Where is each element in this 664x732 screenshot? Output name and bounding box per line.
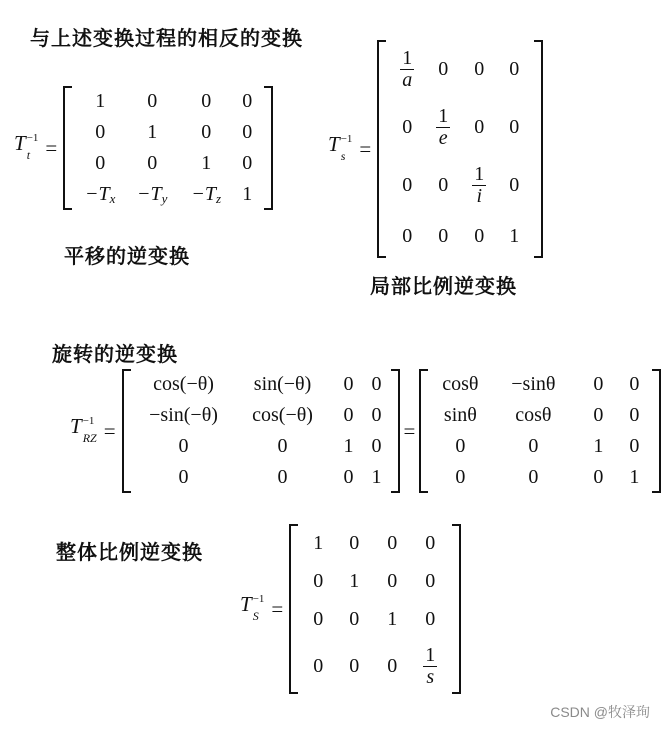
lhs-superscript: −1: [26, 132, 39, 144]
matrix-cell: [125, 179, 179, 210]
matrix-cell: 0: [178, 466, 189, 488]
matrix-cell: 0: [343, 466, 354, 488]
matrix-cell: cos(−θ): [153, 373, 214, 395]
translation-caption: 平移的逆变换: [64, 244, 190, 268]
matrix-cell: 0: [242, 121, 253, 143]
matrix-cell: 1: [387, 607, 398, 630]
matrix-cell: 0: [425, 607, 436, 630]
local-scale-caption: 局部比例逆变换: [370, 274, 517, 298]
matrix-cell: 1: [313, 531, 324, 554]
negated-term: −T: [85, 183, 110, 205]
translation-equation: [14, 86, 273, 210]
local-scale-lhs: [328, 132, 352, 166]
fraction-denominator: e: [438, 126, 448, 149]
fraction-denominator: s: [426, 665, 435, 688]
term-subscript: z: [216, 190, 222, 206]
lhs-subscript: t: [26, 148, 31, 162]
matrix-cell: 0: [313, 654, 324, 677]
matrix-cell: 1: [147, 121, 158, 143]
local-scale-matrix: [377, 40, 543, 258]
lhs-subscript: s: [340, 149, 346, 163]
equals-sign: =: [45, 135, 58, 160]
matrix-cell: 0: [201, 121, 212, 143]
matrix-cell: [425, 98, 461, 156]
matrix-cell: 0: [147, 90, 158, 112]
matrix-cell: cosθ: [442, 373, 479, 395]
matrix-cell: 1: [371, 466, 382, 488]
matrix-cell: 0: [95, 121, 106, 143]
matrix-cell: 0: [528, 466, 539, 488]
matrix-cell: 0: [474, 57, 485, 80]
rotation-equation: [70, 369, 661, 493]
fraction-denominator: a: [402, 68, 413, 91]
term-subscript: y: [161, 190, 168, 206]
matrix-cell: [461, 156, 497, 214]
lhs-symbol: T: [240, 592, 252, 616]
rotation-heading: 旋转的逆变换: [52, 342, 178, 366]
matrix-cell: 0: [593, 373, 604, 395]
matrix-cell: 0: [402, 224, 413, 247]
matrix-cell: 1: [95, 90, 106, 112]
overall-scale-equation: [240, 524, 461, 694]
matrix-cell: 0: [387, 569, 398, 592]
matrix-cell: 0: [371, 435, 382, 457]
matrix-cell: 0: [242, 90, 253, 112]
matrix-cell: [75, 179, 125, 210]
matrix-cell: 0: [528, 435, 539, 457]
matrix-cell: [411, 638, 449, 694]
matrix-cell: 0: [402, 115, 413, 138]
matrix-cell: 0: [455, 466, 466, 488]
matrix-cell: 0: [277, 466, 288, 488]
equals-sign: =: [359, 136, 372, 161]
term-subscript: x: [109, 190, 116, 206]
matrix-cell: 0: [178, 435, 189, 457]
matrix-cell: 1: [242, 183, 253, 205]
translation-matrix: [63, 86, 273, 210]
matrix-cell: sinθ: [443, 404, 477, 426]
matrix-cell: 0: [402, 173, 413, 196]
lhs-symbol: T: [328, 132, 340, 156]
page-title: 与上述变换过程的相反的变换: [30, 26, 303, 50]
matrix-cell: 1: [629, 466, 640, 488]
fraction-numerator: 1: [438, 104, 449, 127]
matrix-cell: 0: [349, 654, 360, 677]
overall-scale-lhs: [240, 592, 264, 626]
equals-sign: =: [271, 596, 284, 621]
matrix-cell: [389, 40, 425, 98]
matrix-cell: 0: [425, 569, 436, 592]
fraction-numerator: 1: [402, 46, 413, 69]
rotation-matrix-right: [419, 369, 661, 493]
fraction: [423, 645, 437, 688]
matrix-cell: 0: [147, 152, 158, 174]
rotation-lhs: [70, 414, 97, 448]
local-scale-equation: [328, 40, 543, 258]
matrix-cell: 0: [371, 404, 382, 426]
lhs-subscript: RZ: [82, 431, 97, 445]
matrix-cell: 0: [474, 115, 485, 138]
matrix-cell: 0: [438, 57, 449, 80]
matrix-cell: 0: [593, 466, 604, 488]
matrix-cell: cosθ: [515, 404, 552, 426]
matrix-cell: 0: [387, 531, 398, 554]
matrix-cell: 1: [201, 152, 212, 174]
matrix-cell: 0: [509, 57, 520, 80]
fraction: [436, 106, 450, 149]
lhs-superscript: −1: [252, 593, 265, 605]
matrix-cell: 0: [277, 435, 288, 457]
matrix-cell: 0: [629, 373, 640, 395]
matrix-cell: 0: [349, 531, 360, 554]
matrix-cell: 0: [313, 607, 324, 630]
matrix-cell: 0: [343, 373, 354, 395]
matrix-cell: 0: [629, 435, 640, 457]
fraction: [472, 164, 486, 207]
matrix-cell: −sin(−θ): [149, 404, 218, 426]
matrix-cell: 0: [455, 435, 466, 457]
matrix-cell: [179, 179, 233, 210]
matrix-cell: 0: [313, 569, 324, 592]
matrix-cell: sin(−θ): [253, 373, 312, 395]
matrix-cell: 0: [242, 152, 253, 174]
equals-sign: =: [103, 418, 116, 443]
fraction: [400, 48, 414, 91]
negated-term: −T: [191, 183, 217, 205]
matrix-cell: 0: [509, 173, 520, 196]
lhs-superscript: −1: [340, 133, 353, 145]
matrix-cell: 0: [593, 404, 604, 426]
rotation-matrix-left: [122, 369, 400, 493]
matrix-cell: 1: [593, 435, 604, 457]
matrix-cell: −sinθ: [511, 373, 556, 395]
watermark: CSDN @牧泽珣: [550, 704, 650, 720]
lhs-symbol: T: [70, 414, 82, 438]
negated-term: −T: [137, 183, 162, 205]
lhs-symbol: T: [14, 131, 26, 155]
matrix-cell: 0: [629, 404, 640, 426]
matrix-cell: 1: [509, 224, 520, 247]
matrix-cell: 1: [343, 435, 354, 457]
matrix-cell: cos(−θ): [252, 404, 313, 426]
fraction-denominator: i: [476, 184, 483, 207]
translation-lhs: [14, 131, 38, 165]
matrix-cell: 0: [387, 654, 398, 677]
matrix-cell: 0: [438, 173, 449, 196]
overall-scale-matrix: [289, 524, 461, 694]
fraction-numerator: 1: [474, 162, 485, 185]
matrix-cell: 0: [201, 90, 212, 112]
lhs-subscript: S: [252, 609, 259, 623]
overall-scale-heading: 整体比例逆变换: [56, 540, 203, 564]
matrix-cell: 0: [509, 115, 520, 138]
fraction-numerator: 1: [425, 643, 436, 666]
equals-sign: =: [403, 418, 416, 443]
matrix-cell: 0: [349, 607, 360, 630]
lhs-superscript: −1: [82, 415, 95, 427]
matrix-cell: 0: [343, 404, 354, 426]
matrix-cell: 0: [371, 373, 382, 395]
matrix-cell: 0: [438, 224, 449, 247]
matrix-cell: 0: [474, 224, 485, 247]
matrix-cell: 0: [425, 531, 436, 554]
matrix-cell: 1: [349, 569, 360, 592]
matrix-cell: 0: [95, 152, 106, 174]
